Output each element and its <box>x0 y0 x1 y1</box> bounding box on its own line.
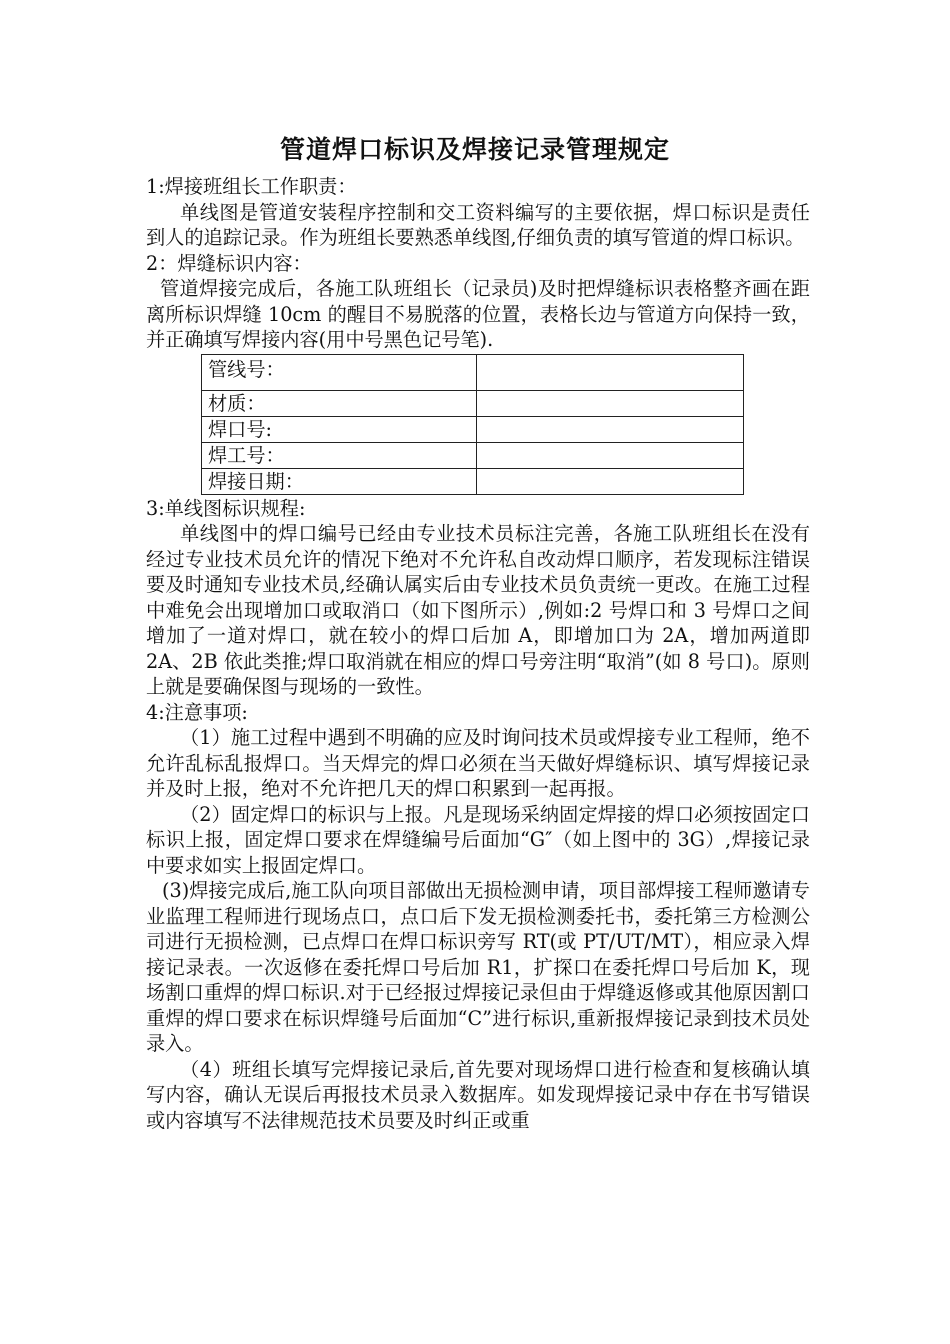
table-value-cell <box>477 390 744 416</box>
table-value-cell <box>477 442 744 468</box>
section-1-body: 单线图是管道安装程序控制和交工资料编写的主要依据，焊口标识是责任到人的追踪记录。作为班组长要熟悉单线图,仔细负责的填写管道的焊口标识。 <box>146 200 810 249</box>
section-3-body: 单线图中的焊口编号已经由专业技术员标注完善，各施工队班组长在没有经过专业技术员允许的情况下绝对不允许私自改动焊口顺序，若发现标注错误要及时通知专业技术员,经确认属实后由专业技术员负责统一更改。在施工过程中难免会出现增加口或取消口（如下图所示）,例如:2 号焊口和 3 号焊口之间增加了一道对焊口，就在较小的焊口后加 A，即增加口为 2A，增加两道即 2A、2B 依此类推;焊口取消就在相应的焊口号旁注明“取消”(如 8 号口)。原则上就是要确保图与现场的一致性。 <box>146 522 810 698</box>
table-row <box>202 442 744 468</box>
section-3-heading: 3:单线图标识规程: <box>146 496 306 520</box>
document-body <box>146 174 810 1133</box>
table-label-welder-no: 焊工号： <box>202 442 477 468</box>
table-value-cell <box>477 354 744 390</box>
table-label-weld-no: 焊口号: <box>202 416 477 442</box>
note-item-3: (3)焊接完成后,施工队向项目部做出无损检测申请，项目部焊接工程师邀请专业监理工程师进行现场点口，点口后下发无损检测委托书，委托第三方检测公司进行无损检测，已点焊口在焊口标识旁写 RT(或 PT/UT/MT），相应录入焊接记录表。一次返修在委托焊口号后加 R1，扩探口在委托焊口号后加 K，现场割口重焊的焊口标识.对于已经报过焊接记录但由于焊缝返修或其他原因割口重焊的焊口要求在标识焊缝号后面加“C”进行标识,重新报焊接记录到技术员处录入。 <box>146 879 810 1055</box>
table-label-pipeline: 管线号： <box>202 354 477 390</box>
page-title: 管道焊口标识及焊接记录管理规定 <box>279 135 670 164</box>
section-2-heading: 2：焊缝标识内容： <box>146 251 312 275</box>
note-item-1: （1）施工过程中遇到不明确的应及时询问技术员或焊接专业工程师，绝不允许乱标乱报焊口。当天焊完的焊口必须在当天做好焊缝标识、填写焊接记录并及时上报，绝对不允许把几天的焊口积累到一起再报。 <box>146 726 810 800</box>
table-row <box>202 390 744 416</box>
table-label-material: 材质： <box>202 390 477 416</box>
weld-mark-table <box>201 354 744 495</box>
section-2-body: 管道焊接完成后，各施工队班组长（记录员)及时把焊缝标识表格整齐画在距离所标识焊缝 10cm 的醒目不易脱落的位置，表格长边与管道方向保持一致，并正确填写焊接内容(用中号黑色记号笔). <box>146 277 810 351</box>
note-item-2: （2）固定焊口的标识与上报。凡是现场采纳固定焊接的焊口必须按固定口标识上报，固定焊口要求在焊缝编号后面加“G″（如上图中的 3G）,焊接记录中要求如实上报固定焊口。 <box>146 802 810 877</box>
table-label-weld-date: 焊接日期： <box>202 468 477 494</box>
table-value-cell <box>477 416 744 442</box>
table-row <box>202 416 744 442</box>
section-1-heading: 1:焊接班组长工作职责： <box>146 175 357 198</box>
table-row <box>202 354 744 390</box>
section-4-heading: 4:注意事项: <box>146 700 248 724</box>
table-row <box>202 468 744 494</box>
note-item-4: （4）班组长填写完焊接记录后,首先要对现场焊口进行检查和复核确认填写内容，确认无误后再报技术员录入数据库。如发现焊接记录中存在书写错误或内容填写不法律规范技术员要及时纠正或重 <box>146 1057 810 1132</box>
table-value-cell <box>477 468 744 494</box>
